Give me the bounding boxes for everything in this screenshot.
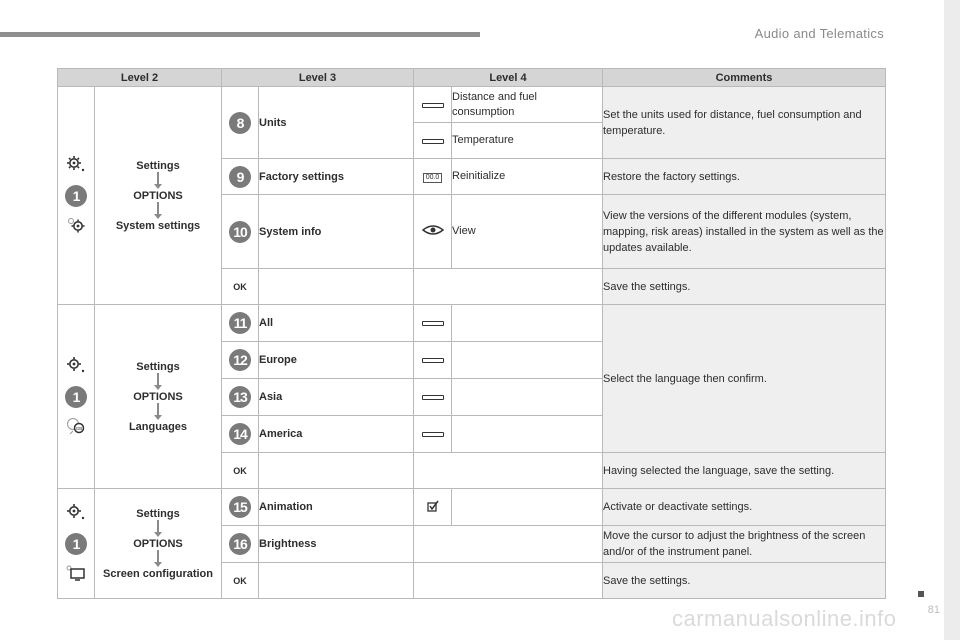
- section-title: Audio and Telematics: [754, 26, 884, 41]
- level4-reinitialize: Reinitialize: [452, 159, 603, 195]
- level4-icon-cell: [414, 305, 452, 342]
- comment-brightness: Move the cursor to adjust the brightness of the screen and/or of the instrument panel.: [603, 526, 886, 563]
- page-edge-strip: [944, 0, 960, 640]
- level4-icon-cell: [414, 159, 452, 195]
- option-bar-icon: [422, 103, 444, 108]
- level4-icon-cell: [414, 379, 452, 416]
- arrow-down-icon: [154, 172, 162, 190]
- table-row: [58, 305, 886, 342]
- header-level-4: Level 4: [414, 69, 603, 87]
- row-number-cell: [222, 269, 259, 305]
- level4-empty: [414, 563, 603, 599]
- table-row: [58, 489, 886, 526]
- group-badge: 1: [65, 533, 87, 555]
- menu-step-options: OPTIONS: [133, 189, 183, 202]
- arrow-down-icon: [154, 520, 162, 538]
- arrow-down-icon: [154, 373, 162, 391]
- menu-step-settings: Settings: [136, 159, 180, 172]
- level4-empty: [414, 526, 603, 563]
- row-number-cell: [222, 87, 259, 159]
- row-number-cell: [222, 489, 259, 526]
- level4-empty: [414, 453, 603, 489]
- level4-empty: [452, 342, 603, 379]
- comment-ok1: Save the settings.: [603, 269, 886, 305]
- level3-factory: Factory settings: [259, 159, 414, 195]
- level4-empty: [414, 269, 603, 305]
- group-badge: 1: [65, 386, 87, 408]
- menu-step-last: Screen configuration: [102, 567, 214, 580]
- comment-ok3: Save the settings.: [603, 563, 886, 599]
- level4-icon-cell: [414, 342, 452, 379]
- row-number-cell: [222, 453, 259, 489]
- row-badge: 12: [229, 349, 251, 371]
- row-badge: 15: [229, 496, 251, 518]
- page-marker: [918, 591, 924, 597]
- menu-step-options: OPTIONS: [133, 390, 183, 403]
- comment-sysinfo: View the versions of the different modules (system, mapping, risk areas) installed in the system as well as the updates available.: [603, 195, 886, 269]
- menu-step-settings: Settings: [136, 360, 180, 373]
- level4-icon-cell: [414, 123, 452, 159]
- option-bar-icon: [422, 321, 444, 326]
- group-menu-path: [95, 489, 222, 599]
- group-icons: [58, 87, 95, 305]
- settings-icon: [66, 356, 86, 377]
- row-number-cell: [222, 195, 259, 269]
- comment-units: Set the units used for distance, fuel consumption and temperature.: [603, 87, 886, 159]
- level4-empty: [452, 305, 603, 342]
- row-badge: 16: [229, 533, 251, 555]
- row-badge: 8: [229, 112, 251, 134]
- level4-icon-cell: [414, 195, 452, 269]
- settings-icon: [66, 155, 86, 176]
- row-number-cell: [222, 305, 259, 342]
- group-menu-path: [95, 87, 222, 305]
- group-badge: 1: [65, 185, 87, 207]
- languages-icon: [65, 417, 87, 438]
- reinitialize-icon: 00.0: [423, 173, 443, 183]
- header-level-3: Level 3: [222, 69, 414, 87]
- row-number-cell: [222, 379, 259, 416]
- comment-factory: Restore the factory settings.: [603, 159, 886, 195]
- comment-ok2: Having selected the language, save the setting.: [603, 453, 886, 489]
- watermark: carmanualsonline.info: [672, 606, 897, 631]
- row-number-cell: [222, 416, 259, 453]
- group-menu-path: [95, 305, 222, 489]
- comment-animation: Activate or deactivate settings.: [603, 489, 886, 526]
- menu-step-last: Languages: [128, 420, 188, 433]
- row-badge: 10: [229, 221, 251, 243]
- option-bar-icon: [422, 395, 444, 400]
- row-number-cell: [222, 526, 259, 563]
- header-level-2: Level 2: [58, 69, 222, 87]
- arrow-down-icon: [154, 403, 162, 421]
- table-header-row: [58, 69, 886, 87]
- level4-empty: [452, 489, 603, 526]
- level3-brightness: Brightness: [259, 526, 414, 563]
- row-number-cell: [222, 159, 259, 195]
- level4-empty: [452, 416, 603, 453]
- group-icons: [58, 305, 95, 489]
- level3-empty: [259, 453, 414, 489]
- level4-icon-cell: [414, 87, 452, 123]
- row-badge: 9: [229, 166, 251, 188]
- menu-step-last: System settings: [115, 219, 201, 232]
- row-number-cell: [222, 342, 259, 379]
- level4-icon-cell: [414, 416, 452, 453]
- level3-animation: Animation: [259, 489, 414, 526]
- option-bar-icon: [422, 432, 444, 437]
- page-number: 81: [927, 604, 940, 616]
- header-bar: [0, 32, 480, 37]
- level3-america: America: [259, 416, 414, 453]
- option-bar-icon: [422, 139, 444, 144]
- view-eye-icon: [422, 227, 444, 239]
- menu-step-settings: Settings: [136, 507, 180, 520]
- ok-label: OK: [233, 281, 247, 292]
- settings-icon: [66, 503, 86, 524]
- level3-units: Units: [259, 87, 414, 159]
- row-badge: 13: [229, 386, 251, 408]
- level3-all: All: [259, 305, 414, 342]
- header-comments: Comments: [603, 69, 886, 87]
- level4-icon-cell: [414, 489, 452, 526]
- screen-icon: [65, 564, 87, 585]
- level3-empty: [259, 269, 414, 305]
- level4-view: View: [452, 195, 603, 269]
- menu-step-options: OPTIONS: [133, 537, 183, 550]
- row-badge: 14: [229, 423, 251, 445]
- level3-empty: [259, 563, 414, 599]
- level3-asia: Asia: [259, 379, 414, 416]
- ok-label: OK: [233, 465, 247, 476]
- level4-empty: [452, 379, 603, 416]
- level3-europe: Europe: [259, 342, 414, 379]
- arrow-down-icon: [154, 202, 162, 220]
- table-row: [58, 87, 886, 123]
- ok-label: OK: [233, 575, 247, 586]
- group-icons: [58, 489, 95, 599]
- row-number-cell: [222, 563, 259, 599]
- level4-distance: Distance and fuel consumption: [452, 87, 603, 123]
- comment-languages: Select the language then confirm.: [603, 305, 886, 453]
- svg-text:GB: GB: [75, 425, 83, 431]
- arrow-down-icon: [154, 550, 162, 568]
- settings-table: [57, 68, 886, 599]
- level4-temperature: Temperature: [452, 123, 603, 159]
- row-badge: 11: [229, 312, 251, 334]
- level3-sysinfo: System info: [259, 195, 414, 269]
- checkbox-icon: [427, 503, 439, 515]
- option-bar-icon: [422, 358, 444, 363]
- system-settings-icon: [65, 216, 87, 237]
